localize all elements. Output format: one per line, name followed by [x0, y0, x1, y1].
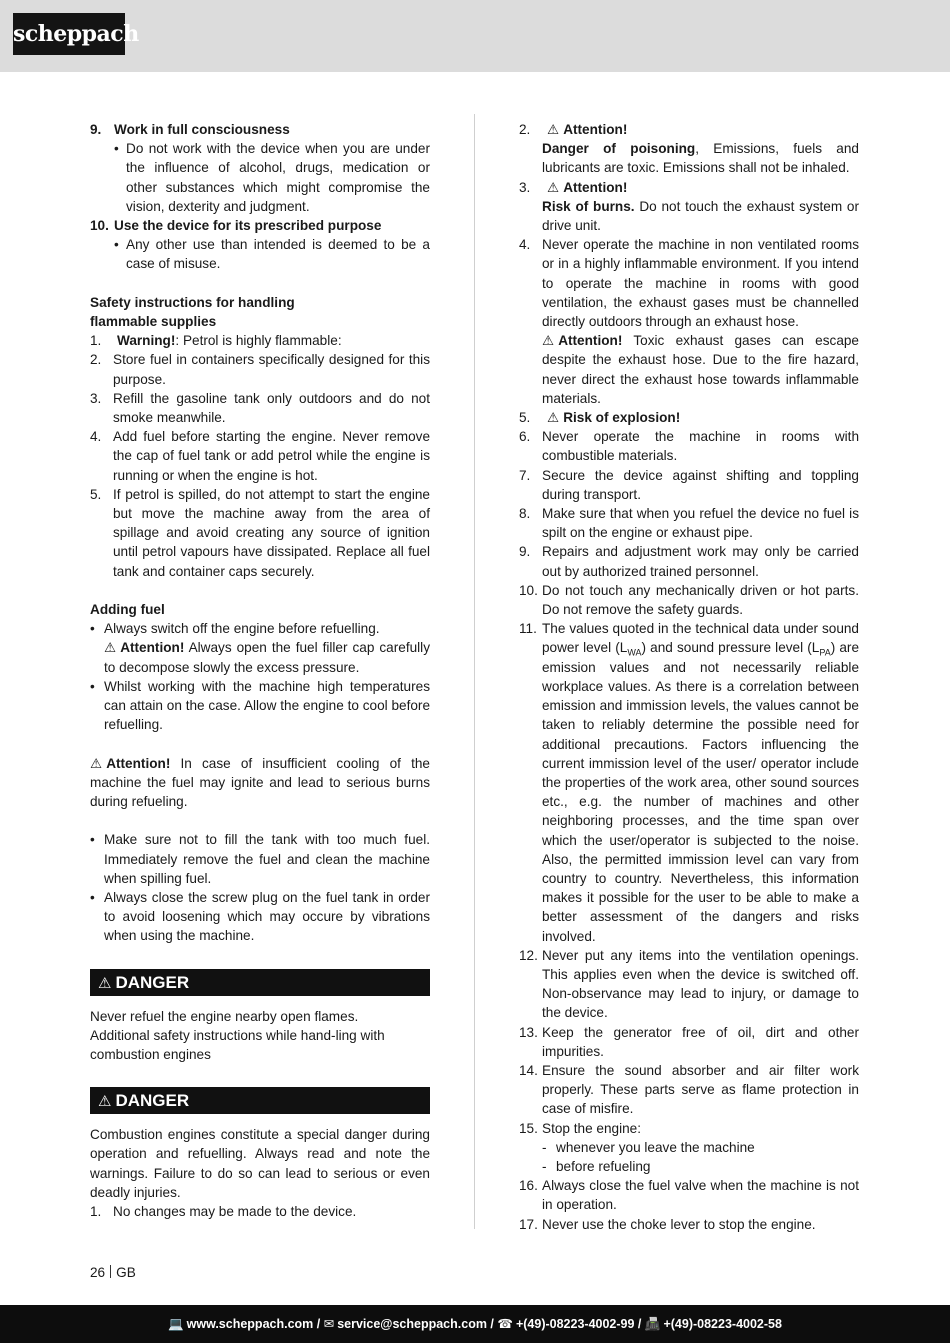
warning-triangle-icon: ⚠ — [104, 640, 117, 656]
flammable-item: 2. Store fuel in containers specifically designed for this purpose. — [90, 352, 430, 387]
flammable-item: 4. Add fuel before starting the engine. Never remove the cap of fuel tank or add petrol while the engine is running or when the engine is hot. — [90, 429, 430, 483]
dash-item: - before refueling — [542, 1158, 651, 1174]
warning-triangle-icon: ⚠ — [98, 974, 112, 992]
computer-icon: 💻 — [168, 1317, 184, 1331]
item10-title: Use the device for its prescribed purpose — [114, 218, 382, 234]
page-footer: 💻 www.scheppach.com / ✉ service@scheppach.com / ☎ +(49)-08223-4002-99 / 📠 +(49)-08223-4002-58 — [0, 1305, 950, 1343]
bullet: • — [90, 678, 95, 694]
right-item-17: 17. Never use the choke lever to stop the engine. — [519, 1216, 816, 1232]
right-item-11: 11. The values quoted in the technical data under sound power level $(L_{WA})$ and sound pressure level $(L_{PA})$ are emission values and not necessarily reliable workplace values. As there is a correlation between emission and immission levels, the values cannot be taken to reliably determine the possible need for additional precautions. Factors influencing the current immission level of the user/ operator include the properties of the work area, other sound sources etc., e.g. the number of machines and other neighboring processes, and the time span over which the user/operator is subjected to the noise. Also, the permitted immission level can vary from country to country. Nevertheless, this information makes it possible for the user to be able to make a better assessment of the dangers and risks involved. — [519, 621, 860, 944]
right-column — [519, 120, 859, 1234]
right-item-16: 16. Always close the fuel valve when the machine is not in operation. — [519, 1178, 859, 1213]
bullet: • — [114, 237, 119, 253]
bullet: • — [90, 621, 95, 637]
flammable-title-line1: Safety instructions for handling — [90, 294, 295, 310]
email-link[interactable]: service@scheppach.com — [337, 1317, 487, 1331]
phone-number: +(49)-08223-4002-99 — [515, 1317, 635, 1331]
fax-number: +(49)-08223-4002-58 — [663, 1317, 782, 1331]
page-number: 26 GB — [90, 1265, 136, 1280]
danger2-item: 1. No changes may be made to the device. — [90, 1204, 357, 1220]
fax-icon: 📠 — [644, 1317, 661, 1331]
warning-triangle-icon: ⚠ — [90, 755, 103, 771]
right-item-6: 6. Never operate the machine in rooms with combustible materials. — [519, 429, 859, 464]
mail-icon: ✉ — [323, 1317, 335, 1331]
right-item-8: 8. Make sure that when you refuel the device no fuel is spilt on the engine or exhaust pipe. — [519, 506, 859, 541]
right-item-9: 9. Repairs and adjustment work may only be carried out by authorized trained personnel. — [519, 544, 859, 579]
cooling-attention-paragraph: ⚠ Attention! In case of insufficient cooling of the machine the fuel may ignite and lead to serious burns during refueling. — [90, 755, 430, 810]
warning-triangle-icon: ⚠ — [547, 179, 560, 195]
bullet: • — [114, 141, 119, 157]
item9-bullet: • Do not work with the device when you are under the influence of alcohol, drugs, medication or other substances which might compromise the vision, dexterity and judgment. — [90, 139, 430, 216]
bullet: • — [90, 890, 95, 906]
right-item-3: 3. ⚠ Attention! Risk of burns. Do not touch the exhaust system or drive unit. — [519, 179, 859, 234]
tank-bullet: • Make sure not to fill the tank with too much fuel. Immediately remove the fuel and clean the machine when spilling fuel. — [90, 830, 430, 888]
right-item-4: 4. Never operate the machine in non ventilated rooms or in a highly inflammable environment. If you intend to operate the machine in rooms with good ventilation, the exhaust gases must be channelled directly outdoors through an exhaust hose. ⚠ Attention! Toxic exhaust gases can escape despite the exhaust hose. Due to the fire hazard, never direct the exhaust hose towards inflammable materials. — [519, 237, 859, 406]
danger2-paragraph: Combustion engines constitute a special danger during operation and refuelling. Always read and note the warnings. Failure to do so can lead to serious or even deadly injuries. — [90, 1127, 430, 1200]
tank-bullet: • Always close the screw plug on the fuel tank in order to avoid loosening which may occure by vibrations when using the machine. — [90, 888, 430, 946]
scheppach-logo: scheppach — [13, 13, 125, 55]
warning-triangle-icon: ⚠ — [98, 1093, 112, 1111]
item9-heading: 9. Work in full consciousness — [90, 120, 430, 139]
right-item-13: 13. Keep the generator free of oil, dirt and other impurities. — [519, 1024, 859, 1059]
right-item-2: 2. ⚠ Attention! Danger of poisoning, Emissions, fuels and lubricants are toxic. Emissions shall not be inhaled. — [519, 122, 859, 176]
language-code: GB — [116, 1265, 136, 1280]
right-item-10: 10. Do not touch any mechanically driven or hot parts. Do not remove the safety guards. — [519, 582, 859, 618]
item10-heading: 10. Use the device for its prescribed purpose — [90, 216, 430, 235]
warning-label: Warning! — [117, 333, 176, 349]
column-divider — [474, 114, 475, 1229]
page-header — [0, 0, 950, 72]
adding-fuel-bullet: • Always switch off the engine before refuelling. — [90, 619, 430, 638]
adding-fuel-bullet: • Whilst working with the machine high temperatures can attain on the case. Allow the engine to cool before refuelling. — [90, 677, 430, 735]
right-item-5: 5. ⚠ Risk of explosion! — [519, 408, 859, 427]
flammable-item: 1. Warning!: Petrol is highly flammable: — [90, 333, 342, 349]
flammable-item: 5. If petrol is spilled, do not attempt to start the engine but move the machine away from the area of spillage and avoid creating any source of ignition until petrol vapours have dissipated. Replace all fuel tank and container caps securely. — [90, 486, 430, 579]
danger1-line1: Never refuel the engine nearby open flames. — [90, 1008, 359, 1024]
warning-triangle-icon: ⚠ — [542, 333, 555, 349]
adding-fuel-title: Adding fuel — [90, 602, 165, 618]
warning-triangle-icon: ⚠ — [547, 410, 560, 426]
adding-fuel-attention: ⚠ Attention! Always open the fuel filler cap carefully to decompose slowly the excess pressure. — [104, 640, 430, 675]
bullet: • — [90, 832, 95, 848]
item9-title: Work in full consciousness — [114, 122, 290, 137]
flammable-item: 3. Refill the gasoline tank only outdoors and do not smoke meanwhile. — [90, 390, 430, 426]
phone-icon: ☎ — [497, 1317, 513, 1331]
danger-banner: ⚠ DANGER — [90, 1087, 430, 1114]
item10-bullet: • Any other use than intended is deemed to be a case of misuse. — [90, 235, 430, 273]
danger1-line2: Additional safety instructions while hand-ling with combustion engines — [90, 1027, 385, 1063]
website-link[interactable]: www.scheppach.com — [186, 1317, 314, 1331]
right-item-14: 14. Ensure the sound absorber and air filter work properly. These parts serve as flame protection in case of misfire. — [519, 1062, 859, 1117]
danger-banner: ⚠ DANGER — [90, 969, 430, 996]
left-column — [90, 120, 430, 1221]
flammable-title-line2: flammable supplies — [90, 314, 217, 330]
right-item-15: 15. Stop the engine: - whenever you leave the machine - before refueling — [519, 1119, 859, 1177]
right-item-12: 12. Never put any items into the ventilation openings. This applies even when the device is switched off. Non-observance may lead to injury, or damage to the device. — [519, 947, 859, 1021]
warning-triangle-icon: ⚠ — [547, 122, 560, 137]
right-item-7: 7. Secure the device against shifting and toppling during transport. — [519, 467, 859, 502]
dash-item: - whenever you leave the machine — [542, 1139, 755, 1155]
